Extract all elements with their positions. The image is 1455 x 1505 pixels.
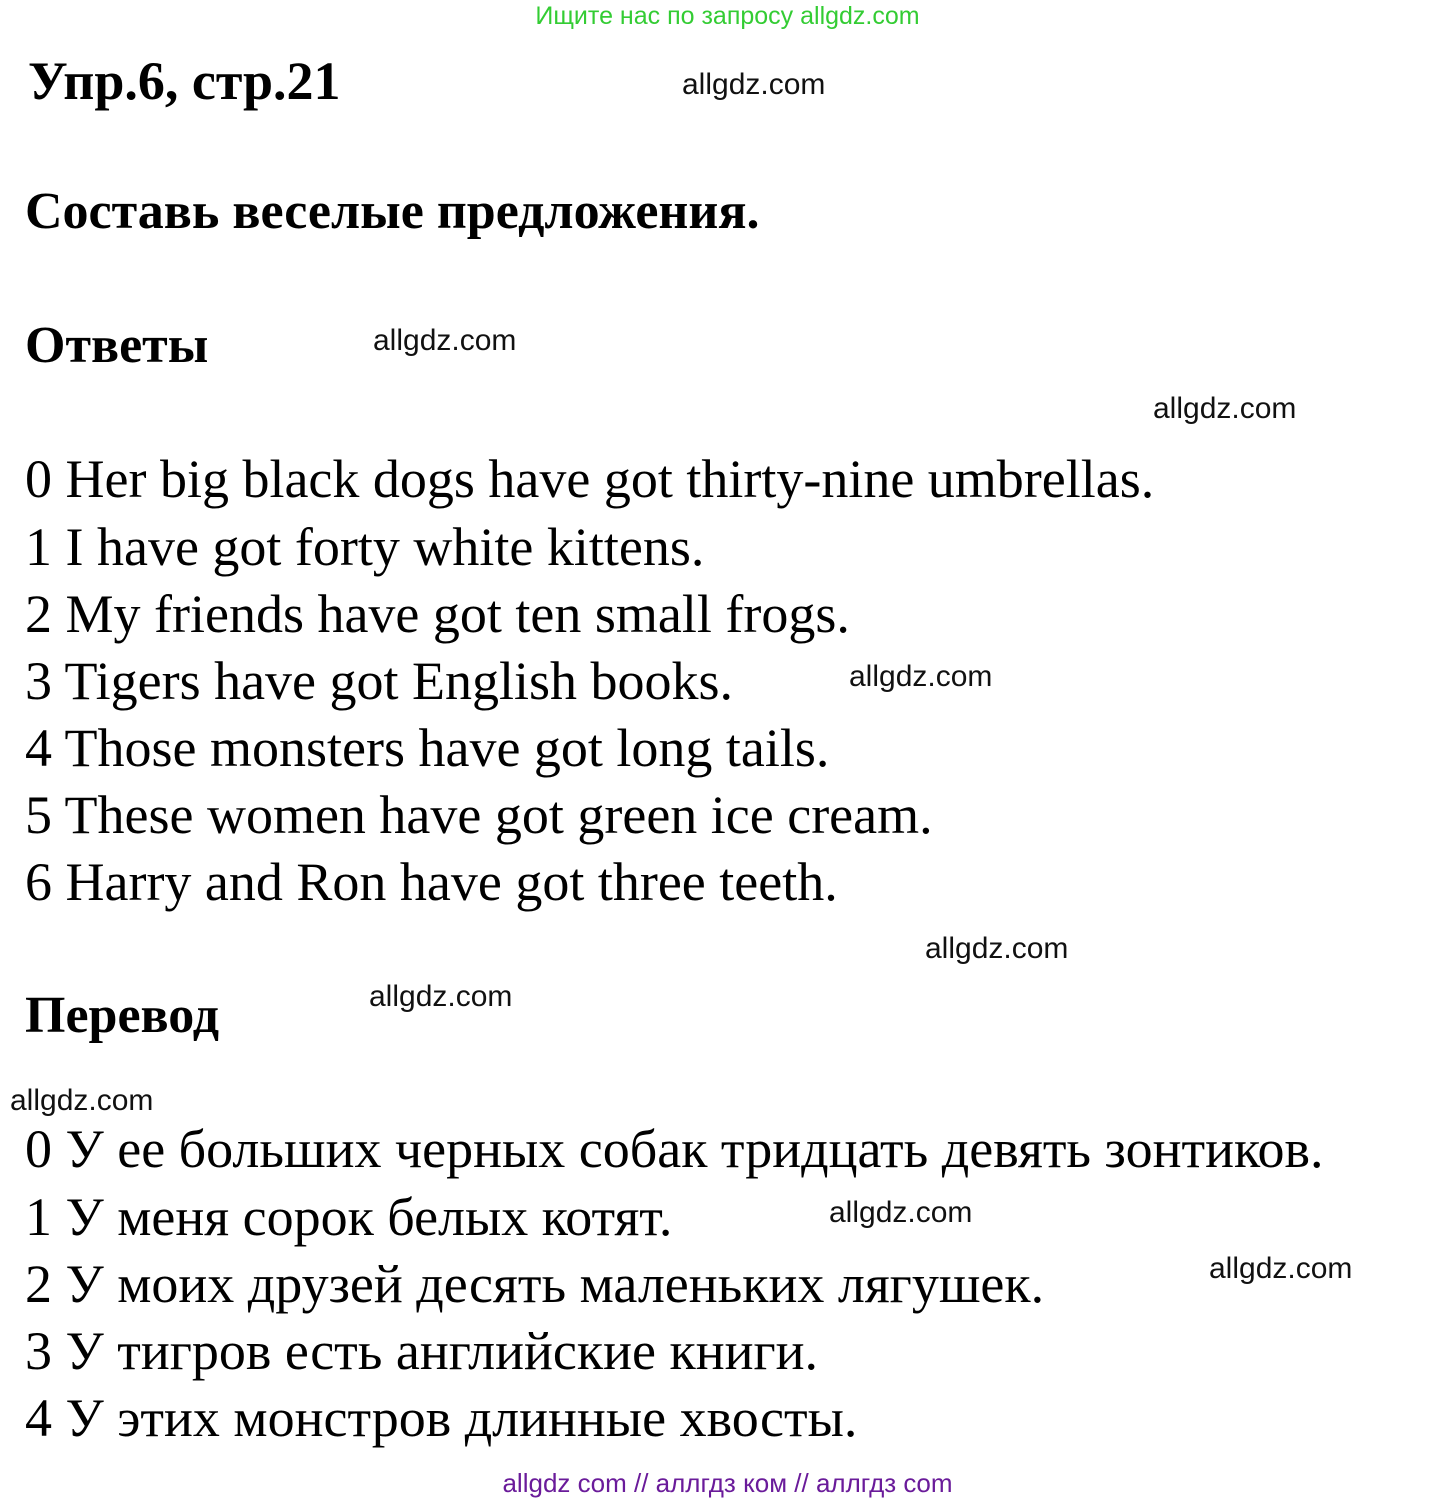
watermark: allgdz.com [373,324,517,357]
top-banner: Ищите нас по запросу allgdz.com [535,2,920,30]
translation-heading: Перевод [25,987,220,1044]
translation-line: 4 У этих монстров длинные хвосты. [25,1388,858,1448]
watermark: allgdz.com [925,932,1069,965]
watermark: allgdz.com [10,1084,154,1117]
answer-line: 1 I have got forty white kittens. [25,517,705,577]
watermark: allgdz.com [682,68,826,101]
answer-line: 2 My friends have got ten small frogs. [25,584,850,644]
translation-line: 3 У тигров есть английские книги. [25,1321,819,1381]
answer-line: 0 Her big black dogs have got thirty-nine umbrellas. [25,449,1155,509]
translation-line: 1 У меня сорок белых котят. [25,1187,673,1247]
translation-line: 2 У моих друзей десять маленьких лягушек. [25,1254,1045,1314]
answer-line: 5 These women have got green ice cream. [25,785,933,845]
watermark: allgdz.com [1153,392,1297,425]
answer-line: 3 Tigers have got English books. [25,651,734,711]
translation-line: 0 У ее больших черных собак тридцать девять зонтиков. [25,1119,1324,1179]
answers-heading: Ответы [25,317,209,374]
watermark: allgdz.com [849,660,993,693]
watermark: allgdz.com [829,1196,973,1229]
answer-line: 6 Harry and Ron have got three teeth. [25,852,838,912]
task-instruction: Составь веселые предложения. [25,183,760,240]
answer-line: 4 Those monsters have got long tails. [25,718,830,778]
watermark: allgdz.com [1209,1252,1353,1285]
watermark: allgdz.com [369,980,513,1013]
exercise-title: Упр.6, стр.21 [28,51,341,111]
footer-links: allgdz com // аллгдз ком // аллгдз com [502,1468,953,1498]
